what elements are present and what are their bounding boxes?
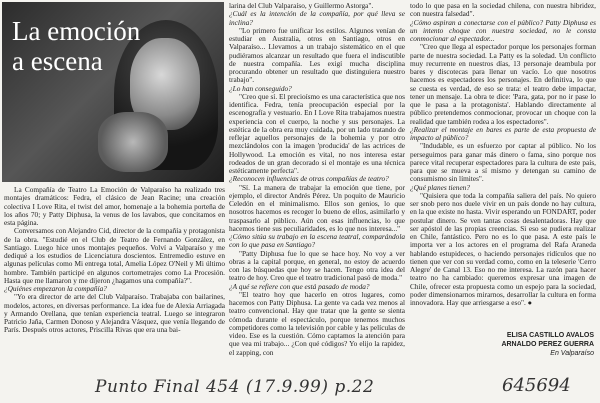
paragraph: "Indudable, es un esfuerzo por captar al público. No los perseguimos para ganar más dinero o fama, sino porque nos parece vital recuperar espectadores para la cultura de este país, para que se mueva a sí mismo y detengan su camino de consumismo sin límites". (410, 141, 596, 184)
headline (12, 16, 140, 76)
question: ¿Cuál es la intención de la compañía, por qué lleva se inclina? (229, 9, 405, 27)
headline-line2: a escena (12, 46, 103, 76)
headline-line1: La emoción (12, 16, 141, 46)
question: ¿Qué planes tienen? (410, 182, 470, 192)
paragraph: "Creo que sí. El precioísmo es una característica que nos identifica. Fedra, tenía preocupación especial por la escenografía y vestuario. En I Love Rita trabajamos nuestra experiencia con el cuerpo, la noche y sus personajes. La estética de la obra era muy cuidada, por un lado tratando de reflejar aquellos personajes de la bohemia y por otro mezclándolos con la imagen 'producida' de las actrices de Hollywood. La emoción es vital, no nos interesa estar rodeados de un gran decorado si el montaje es una técnica estéticamente perfecta". (229, 91, 405, 175)
paragraph: larina del Club Valparaíso, y Guillermo Astorga". (229, 1, 374, 10)
question: ¿Lo han conseguido? (229, 83, 292, 93)
paragraph: "Patty Diphusa fue lo que se hace hoy. No voy a ver obras a la capital porque, en general, no estoy de acuerdo con las búsquedas que hoy se hacen. Tengo otra idea del teatro de hoy. Creo que el teatro tradicional pasó de moda." (229, 248, 405, 283)
author-name: ARNALDO PEREZ GUERRA (501, 341, 594, 348)
question: ¿Cómo sitúa su trabajo en la escena teatral, comparándola con lo que pasa en Santiago? (229, 232, 405, 250)
column-1 (4, 186, 225, 335)
question: ¿Realizar el montaje en bares es parte de esta propuesta de impacto al público? (410, 124, 596, 142)
paragraph: Conversamos con Alejandro Cid, director de la compañía y protagonista de la obra. "Estudié en el Club de Teatro de Fernando González, en Santiago. Luego hice unos montajes pequeños. Volví a Valparaíso y me dediqué a los estudios de Licenciatura doscientos. Entremedio estuve en algunas películas como Mi entrega total, Amelia López O'Neil y Mi último hombre. También participé en algunos cortometrajes como La Procesión. Hasta que me llamaron y me dijeron ¿hagamos una compañía?". (4, 226, 225, 285)
question: ¿Reconocen influencias de otras compañías de teatro? (229, 174, 389, 184)
handwritten-number: 645694 (502, 375, 571, 396)
column-3 (410, 2, 596, 307)
paragraph: "Lo primero fue unificar los estilos. Algunos venían de estudiar en Australia, otros en Santiago, otros en Valparaíso... Llevamos a un trabajo sistemático en el que pudiéramos alcanzar un resultado que fuera el indiscutible de nuestra compañía. Les exigí mucha disciplina procurando obtener un resultado que distinguiera nuestro trabajo". (229, 25, 405, 85)
question: ¿A qué se refiere con que está pasado de moda? (229, 281, 370, 291)
paragraph: "Creo que llega al espectador porque los personajes forman parte de nuestra sociedad. La Patty es la soledad. Un conflicto muy recurrente en nuestros días, 13 personaje deambula por bares y discotecas para llenar un vacío. Lo que nosotros hacemos es espectadores los personajes. En definitiva, lo que se cuesta es verdad, de eso se trata: el teatro debe impactar, tener un mensaje. La obra te dice: 'Para, gata, por no ir pase lo que le pasa a la protagonista'. Hablando directamente al público pretendemos conmocionar, provocar un choque con la realidad que también rodea a los espectadores". (410, 42, 596, 126)
paragraph: "Sí. La manera de trabajar la emoción que tiene, por ejemplo, el director Andrés Pérez. Un poquito de Mauricio Celedón en el minimalismo. Ellos son genios, lo que nosotros hacemos es recoger lo bueno de ellos, asimilarlo y traspasarlo al público. Aún con esas influencias, lo que hacemos tiene sus peculiaridades, es lo que nos interesa..." (229, 182, 405, 233)
paragraph: "El teatro hoy que hacerlo en otros lugares, como hacemos con Patty Diphusa. La gente va cada vez menos al teatro convencional. Hay que tratar que la gente se sienta cómoda durante el espectáculo, porque tenemos muchos competidores como la televisión por cable y las películas de video. Ese es la cuestión. Cómo captamos la atención para que vea mi trabajo... ¿Con qué códigos? Yo elijo la rapidez, el zapping, con (229, 289, 405, 357)
column-2 (229, 2, 405, 357)
paragraph: "Quisiera que toda la compañía saliera del país. No quiero ser snob pero nos duele vivir en un país donde no hay cultura, en la que existe no hasta. Vivir esperando un FONDART, poder postular dinero. Se ven tantas cosas desalentadoras. Hay que ser apóstol de las propias creencias. Si eso se pudiera realizar en Chile, fantástico. Pero no es lo que pasa. A este país le importa ver a los actores en el programa del Rafa Araneda hablando estupideces, o haciendo personajes ridículos que no tienen que ver con su verdad como, como en la teleserie 'Cerro Alegre' de Canal 13. Eso no me interesa. La razón para hacer teatro no ha cambiado: queremos expresar una imagen de Chile, ofrecer esta propuesta como un espejo para la sociedad, poder dimensionarnos mirarnos, desarrollar la cultura en forma innovadora. Hay que arriesgarse a eso". ● (410, 190, 596, 307)
question: ¿Cómo aspiran a conectarse con el público? Patty Diphusa es un intento choque con nuestra sociedad, no le consta conmocionar al espectador... (410, 17, 596, 43)
actor-photo (2, 2, 224, 182)
paragraph: "Yo era director de arte del Club Valparaíso. Trabajaba con bailarines, modelos, actores, en diversas performance. La idea fue de Alexia Arriagada y Armando Orellana, que tenían experiencia teatral. Luego se integraron Patricio Jaña, Carmen Donoso y Alejandra Vásquez, que venía llegando de París. Después otros actores, Priscilla Rivas que era una bai- (4, 292, 225, 335)
paragraph: La Compañía de Teatro La Emoción de Valparaíso ha realizado tres montajes dramáticos: Fedra, el clásico de Jean Racine; una creación colectiva I Love Rita, el twist del amor, homenaje a la bohemia porteña de los años 70; y Patty Diphusa, la venus de los lavabos, que concitamos en esta página. (4, 185, 225, 227)
question: ¿Quiénes empezaron la compañía? (4, 284, 107, 293)
handwritten-source-note: Punto Final 454 (17.9.99) p.22 (95, 377, 375, 397)
author-name: ELISA CASTILLO AVALOS (506, 332, 594, 339)
paragraph: todo lo que pasa en la sociedad chilena, con nuestra hibridez, con nuestra falsedad". (410, 1, 596, 19)
byline (470, 331, 594, 358)
dateline: En Valparaíso (550, 350, 594, 357)
